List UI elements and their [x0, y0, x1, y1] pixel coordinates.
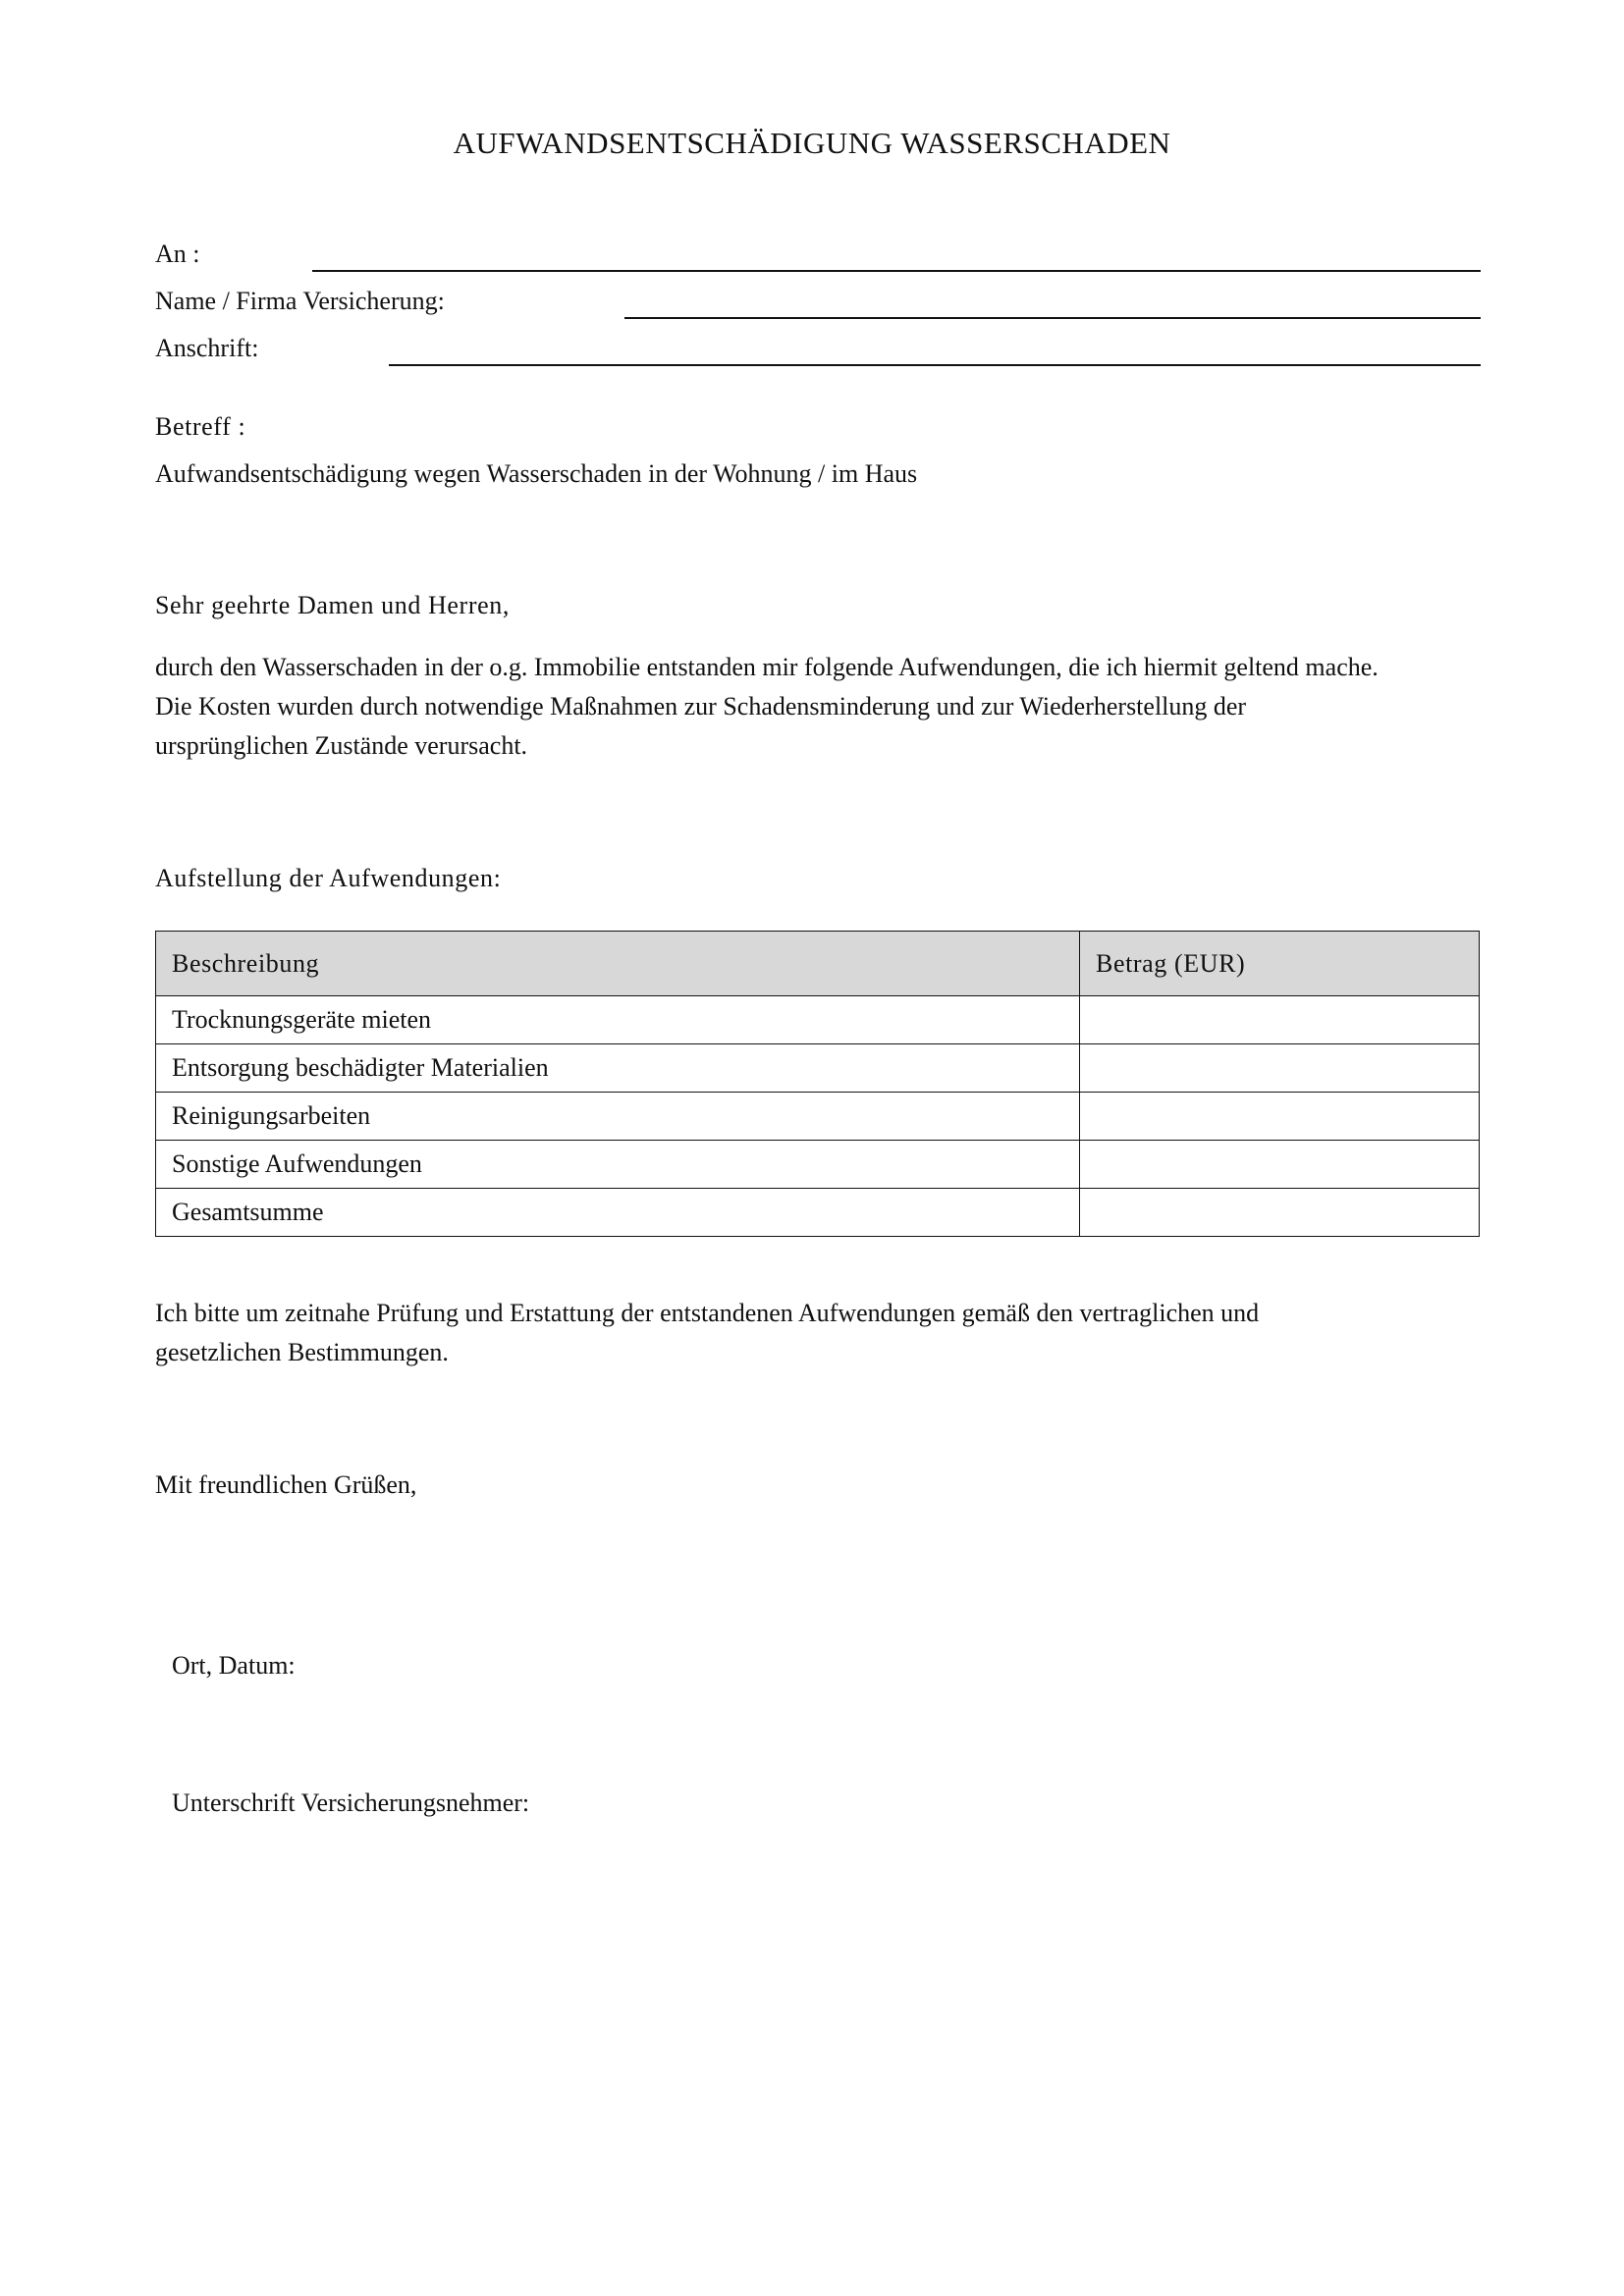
intro-line-1: durch den Wasserschaden in der o.g. Immobilie entstanden mir folgende Aufwendungen, die ich hiermit geltend mache. [155, 653, 1379, 681]
intro-paragraph [155, 648, 1490, 766]
expenses-table [155, 931, 1480, 1237]
header-description: Beschreibung [156, 932, 1080, 996]
salutation: Sehr geehrte Damen und Herren, [155, 591, 510, 619]
to-label: An : [155, 240, 200, 268]
table-row [156, 996, 1480, 1044]
closing-request-line-2: gesetzlichen Bestimmungen. [155, 1338, 449, 1366]
subject-label: Betreff : [155, 412, 246, 441]
address-line[interactable] [389, 364, 1481, 366]
insurer-name-label: Name / Firma Versicherung: [155, 287, 445, 315]
table-row [156, 1093, 1480, 1141]
closing-request-line-1: Ich bitte um zeitnahe Prüfung und Erstattung der entstandenen Aufwendungen gemäß den vertraglichen und [155, 1299, 1260, 1327]
row-description: Entsorgung beschädigter Materialien [156, 1044, 1080, 1093]
place-date-label: Ort, Datum: [172, 1651, 296, 1680]
to-line[interactable] [312, 270, 1481, 272]
row-description: Reinigungsarbeiten [156, 1093, 1080, 1141]
insurer-name-line[interactable] [624, 317, 1481, 319]
expenses-heading: Aufstellung der Aufwendungen: [155, 864, 502, 892]
closing-greeting: Mit freundlichen Grüßen, [155, 1470, 417, 1499]
row-description: Trocknungsgeräte mieten [156, 996, 1080, 1044]
address-label: Anschrift: [155, 334, 259, 362]
table-row [156, 1044, 1480, 1093]
row-amount-total-cell[interactable] [1080, 1189, 1480, 1237]
subject-text: Aufwandsentschädigung wegen Wasserschaden in der Wohnung / im Haus [155, 459, 918, 488]
header-amount: Betrag (EUR) [1080, 932, 1480, 996]
intro-line-3: ursprünglichen Zustände verursacht. [155, 731, 528, 760]
table-header-row [156, 932, 1480, 996]
row-amount-cell[interactable] [1080, 996, 1480, 1044]
document-title: AUFWANDSENTSCHÄDIGUNG WASSERSCHADEN [453, 126, 1171, 160]
row-amount-cell[interactable] [1080, 1044, 1480, 1093]
signature-label: Unterschrift Versicherungsnehmer: [172, 1789, 530, 1817]
table-row-total [156, 1189, 1480, 1237]
row-description-total: Gesamtsumme [156, 1189, 1080, 1237]
intro-line-2: Die Kosten wurden durch notwendige Maßnahmen zur Schadensminderung und zur Wiederherstellung der [155, 692, 1247, 721]
row-amount-cell[interactable] [1080, 1093, 1480, 1141]
row-amount-cell[interactable] [1080, 1141, 1480, 1189]
row-description: Sonstige Aufwendungen [156, 1141, 1080, 1189]
table-row [156, 1141, 1480, 1189]
closing-request-paragraph [155, 1294, 1490, 1372]
